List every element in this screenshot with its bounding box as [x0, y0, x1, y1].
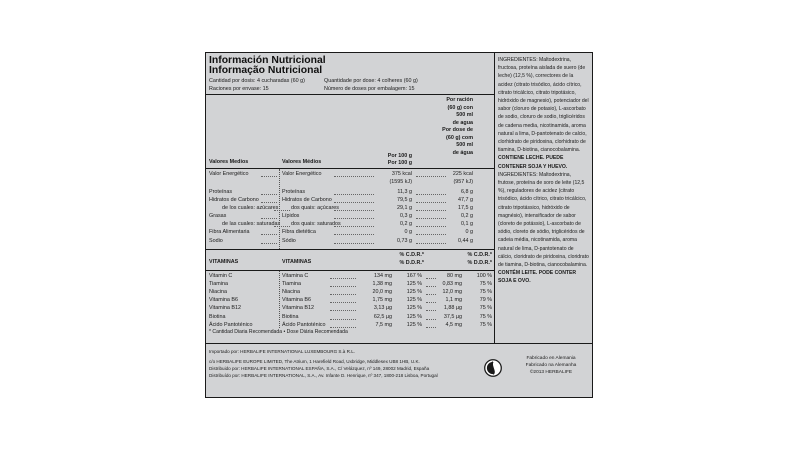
- vitamin-name-es: Vitamina B6: [209, 297, 238, 304]
- nutrient-name-pt: Sódio: [282, 238, 296, 244]
- nutrient-name-es: Proteínas: [209, 189, 233, 195]
- ddr-header-perserving: % D.D.R.*: [467, 260, 492, 266]
- vitamin-name-pt: Ácido Pantoténico: [282, 321, 326, 328]
- per-serving-header-line: Por dose de: [442, 127, 473, 133]
- vitamin-rda-perserving: 75 %: [479, 281, 492, 288]
- nutrient-name-es: Sodio: [209, 238, 223, 244]
- vitamin-value-perserving: 80 mg: [447, 273, 462, 279]
- nutrient-value-per100: 0,3 g: [400, 213, 412, 219]
- servings-count-es: Raciones por envase: 15: [209, 86, 269, 92]
- nutrient-name-es: Valor Energético: [209, 171, 249, 177]
- nutrient-value-perserving: 0,1 g: [461, 221, 473, 227]
- vitamin-value-per100: 7,5 mg: [375, 321, 392, 328]
- nutrient-value-perserving: 225 kcal: [452, 171, 473, 177]
- nutrient-value-perserving: 0,44 g: [458, 238, 473, 244]
- serving-es: Cantidad por dosis: 4 cucharadas (60 g): [209, 78, 305, 84]
- per-serving-header-line: de agua: [452, 119, 473, 126]
- vitamin-name-es: Tiamina: [209, 281, 228, 288]
- vitamin-name-pt: Vitamina C: [282, 273, 309, 279]
- vitamin-name-pt: Niacina: [282, 289, 300, 296]
- vitamin-name-pt: Vitamina B12: [282, 305, 314, 312]
- nutrient-value-per100: 79,5 g: [397, 197, 412, 203]
- importer-line-1: Importado por: HERBALIFE INTERNATIONAL LUXEMBOURG S.à R.L.: [209, 349, 356, 354]
- nutrient-name-es: de los cuales: azúcares: [222, 205, 279, 211]
- nutrient-name-pt: Hidratos de Carbono: [282, 197, 332, 203]
- ddr-header-per100: % D.D.R.*: [399, 260, 424, 266]
- nutrient-value-perserving: 17,5 g: [458, 205, 473, 211]
- made-in-pt: Fabricado na Alemanha: [525, 363, 577, 368]
- vitamin-name-es: Ácido Pantoténico: [209, 321, 253, 328]
- vitamin-name-es: Vitamina B12: [209, 305, 241, 312]
- per-serving-header-line: de água: [452, 149, 473, 156]
- per-serving-header-line: (60 g) com: [446, 134, 473, 141]
- nutrient-value-per100: 375 kcal: [391, 171, 412, 177]
- distributor-pt: Distribuído por: HERBALIFE INTERNATIONAL, S.A., Av. Infante D. Henrique, nº 347, 1800-218 Lisboa, Portugal: [209, 373, 438, 378]
- vitamin-rda-per100: 125 %: [406, 313, 422, 320]
- title-es: Información Nutricional: [209, 55, 326, 66]
- nutrient-name-pt: Fibra dietética: [282, 229, 316, 235]
- nutrient-value-perserving: (957 kJ): [453, 179, 473, 185]
- nutrient-value-per100: (1595 kJ): [389, 179, 412, 185]
- nutrient-name-pt: Lípidos: [282, 213, 300, 219]
- vitamin-name-pt: Tiamina: [282, 281, 301, 288]
- nutrient-name-pt: Valor Energético: [282, 171, 322, 177]
- vitamin-name-es: Biotina: [209, 313, 226, 320]
- nutrient-value-perserving: 6,8 g: [461, 189, 473, 195]
- nutrient-name-pt: dos quais: açúcares: [291, 205, 339, 211]
- made-in-es: Fabricado en Alemania: [526, 356, 576, 361]
- green-dot-recycle-icon: [484, 359, 502, 377]
- nutrient-name-es: Grasas: [209, 213, 227, 219]
- title-pt: Informação Nutricional: [209, 65, 323, 76]
- vitamin-rda-perserving: 79 %: [479, 297, 492, 304]
- nutrient-value-per100: 0,2 g: [400, 221, 412, 227]
- vitamin-value-perserving: 37,5 µg: [443, 313, 462, 320]
- nutrient-name-pt: dos quais: saturados: [291, 221, 341, 227]
- importer-line-2: c/o HERBALIFE EUROPE LIMITED, The Atrium, 1 Harefield Road, Uxbridge, Middlesex UB8 1HB, U.K.: [209, 359, 420, 364]
- nutrient-value-per100: 0 g: [404, 229, 412, 235]
- vitamin-name-es: Vitamin C: [209, 273, 233, 279]
- vitamin-name-pt: Vitamina B6: [282, 297, 311, 304]
- vitamin-rda-perserving: 100 %: [476, 273, 492, 279]
- nutrient-value-per100: 11,3 g: [397, 189, 412, 195]
- footer: [206, 343, 592, 397]
- vitamin-value-per100: 134 mg: [374, 273, 392, 279]
- vitamin-rda-per100: 125 %: [406, 321, 422, 328]
- vitamin-value-perserving: 12,0 mg: [442, 289, 462, 296]
- allergen-statement: CONTÉM LEITE. PODE CONTER SOJA E OVO.: [498, 270, 577, 285]
- vitamins-header-es: VITAMINAS: [209, 259, 239, 265]
- per-serving-header-line: Por ración: [446, 97, 473, 103]
- servings-count-pt: Número de doses por embalagem: 15: [324, 86, 415, 92]
- vitamin-value-perserving: 4,5 mg: [445, 321, 462, 328]
- cdr-header-perserving: % C.D.R.*: [467, 252, 492, 258]
- distributor-es: Distribuido por: HERBALIFE INTERNATIONAL ESPAÑA, S.A., C/ Velázquez, nº 149, 28002 Madrid, España: [209, 366, 430, 371]
- vitamin-rda-per100: 125 %: [406, 289, 422, 296]
- vitamin-value-perserving: 0,83 mg: [442, 281, 462, 288]
- vitamin-value-perserving: 1,1 mg: [445, 297, 462, 304]
- vitamin-value-per100: 62,5 µg: [373, 313, 392, 320]
- nutrient-name-es: Hidratos de Carbono: [209, 197, 259, 203]
- serving-pt: Quantidade por dose: 4 colheres (60 g): [324, 78, 418, 84]
- nutrient-value-perserving: 0,2 g: [461, 213, 473, 219]
- vitamin-rda-per100: 125 %: [406, 281, 422, 288]
- per-serving-header-line: 500 ml: [456, 142, 473, 148]
- vitamin-rda-perserving: 75 %: [479, 289, 492, 296]
- per-serving-header-line: 500 ml: [456, 112, 473, 118]
- copyright: ©2013 HERBALIFE: [529, 370, 573, 375]
- nutrient-name-pt: Proteínas: [282, 189, 306, 195]
- ingredients-paragraph: INGREDIENTES: Maltodextrina, fructosa, proteína aislada de suero (de leche) (12,5 %), correctores de la acidez (citrato trisódico, ácido cítrico, citrato tricálcico, citrato tripotásico, hidróxido de magnesio), potenciador del sabor (cloruro de potasio), L-ascorbato de sodio, cloruro de sodio, triglicéridos de cadena media, nicotinamida, aroma natural a lima, D-pantotenato de calcio, clorhidrato de piridoxina, clorhidrato de tiamina, D-biotina, cianocobalamina.: [498, 57, 589, 154]
- vitamin-rda-per100: 167 %: [406, 273, 422, 279]
- vitamin-name-pt: Biotina: [282, 313, 299, 320]
- nutrient-value-perserving: 47,7 g: [458, 197, 473, 203]
- nutrient-name-es: de las cuales: saturadas: [222, 221, 281, 227]
- vitamin-rda-perserving: 75 %: [479, 305, 492, 312]
- footnote: * Cantidad Diaria Recomendada • Dose Diária Recomendada: [209, 329, 348, 335]
- ingredients-paragraph: INGREDIENTES: Maltodextrina, frutose, proteína de soro de leite (12,5 %), reguladores de acidez (citrato trisódico, ácido cítrico, citrato tricálcico, citrato tripotássico, hidróxido de magnésio), intensificador de sabor (cloreto de potássio), L-ascorbato de sódio, cloreto de sódio, triglicéridos de cadeia média, nicotinamida, aroma natural de lima, D-pantotenato de cálcio, cloridrato de piridoxina, cloridrato de tiamina, D-biotina, cianocobalamina.: [498, 171, 589, 269]
- nutrition-table: [206, 53, 495, 343]
- column-pt-header: Valores Médios: [282, 159, 322, 165]
- per-serving-header-line: (60 g) con: [447, 104, 473, 111]
- vitamin-rda-perserving: 75 %: [479, 321, 492, 328]
- vitamin-value-per100: 20,0 mg: [372, 289, 392, 296]
- per100-pt-header: Por 100 g: [387, 160, 412, 166]
- vitamin-value-per100: 3,13 µg: [373, 305, 392, 312]
- vitamin-value-per100: 1,75 mg: [372, 297, 392, 304]
- vitamin-value-per100: 1,38 mg: [372, 281, 392, 288]
- vitamin-name-es: Niacina: [209, 289, 227, 296]
- nutrient-value-per100: 0,73 g: [397, 238, 412, 244]
- vitamin-value-perserving: 1,88 µg: [443, 305, 462, 312]
- allergen-statement: CONTIENE LECHE. PUEDE CONTENER SOJA Y HUEVO.: [498, 155, 568, 170]
- nutrition-label: [205, 52, 593, 398]
- ingredients-panel: [495, 53, 592, 343]
- column-es-header: Valores Medios: [209, 159, 249, 165]
- nutrient-value-per100: 29,1 g: [397, 205, 412, 211]
- vitamins-header-pt: VITAMINAS: [282, 259, 312, 265]
- nutrient-name-es: Fibra Alimentaria: [209, 229, 250, 235]
- vitamin-rda-per100: 125 %: [406, 297, 422, 304]
- vitamin-rda-per100: 125 %: [406, 305, 422, 312]
- nutrient-value-perserving: 0 g: [465, 229, 473, 235]
- per100-es-header: Por 100 g: [387, 153, 412, 159]
- vitamin-rda-perserving: 75 %: [479, 313, 492, 320]
- cdr-header-per100: % C.D.R.*: [399, 252, 424, 258]
